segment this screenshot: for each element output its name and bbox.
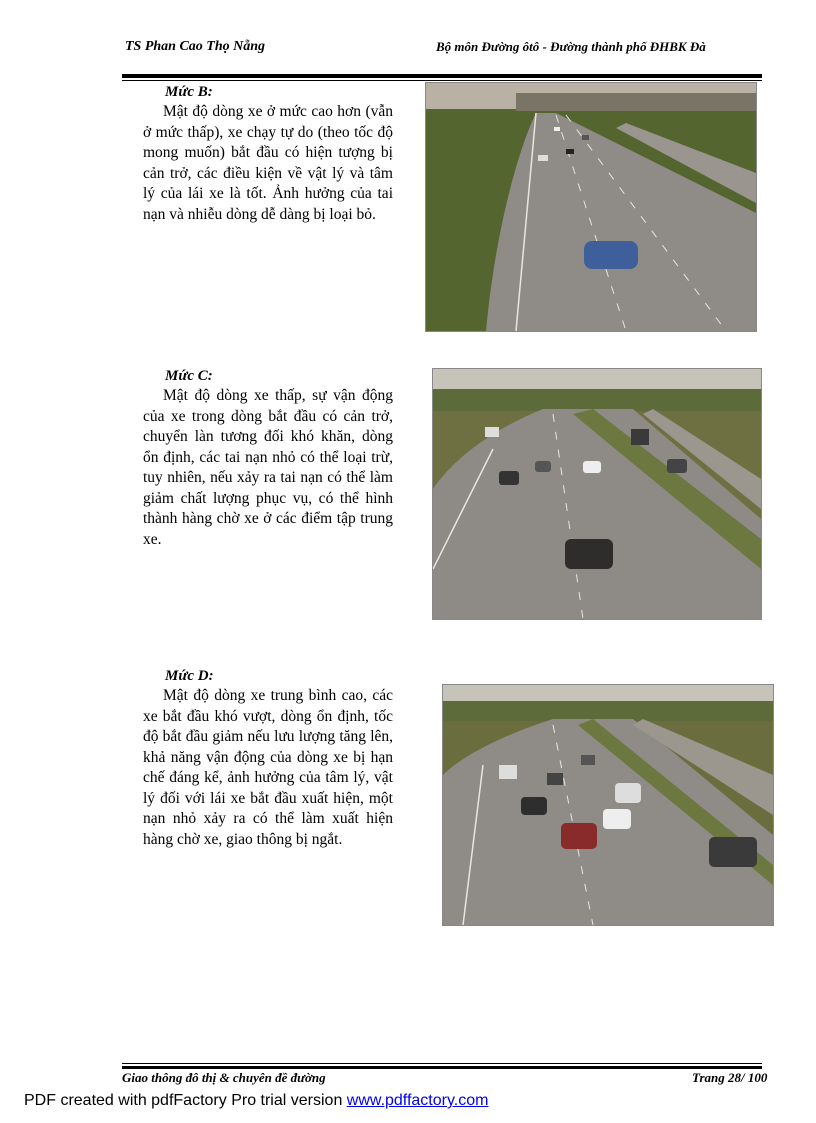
pdffactory-link[interactable]: www.pdffactory.com	[346, 1092, 489, 1109]
footer-rule-thin	[122, 1063, 762, 1064]
section-title: Mức B:	[165, 84, 213, 100]
section-title: Mức C:	[165, 368, 213, 384]
section-body: Mật độ dòng xe ở mức cao hơn (vẫn ở mức thấp), xe chạy tự do (theo tốc độ mong muốn) bắt đầu có hiện tượng bị cản trở, các điều kiện về vật lý và tâm lý của lái xe là tốt. Ảnh hưởng của tai nạn và nhiễu dòng dễ dàng bị loại bỏ.	[143, 103, 393, 223]
section-title: Mức D:	[165, 668, 214, 684]
footer-rule-thick	[122, 1066, 762, 1069]
header-rule-thin	[122, 80, 762, 81]
pdf-note-text: PDF created with pdfFactory Pro trial version	[24, 1092, 347, 1109]
footer-course-title: Giao thông đô thị & chuyên đề đường	[122, 1070, 326, 1085]
highway-photo-level-b	[425, 82, 757, 332]
section-level-d	[143, 666, 393, 850]
highway-photo-level-c	[432, 368, 762, 620]
section-body: Mật độ dòng xe trung bình cao, các xe bắt đầu khó vượt, dòng ổn định, tốc độ bắt đầu giảm nếu lưu lượng tăng lên, khả năng vận động của dòng xe bị hạn chế đáng kể, ảnh hưởng của tâm lý, vật lý đối với lái xe bắt đầu xuất hiện, một nạn nhỏ xảy ra có thể làm xuất hiện hàng chờ xe, giao thông bị ngắt.	[143, 687, 393, 848]
section-level-b	[143, 82, 393, 225]
section-level-c	[143, 366, 393, 550]
highway-photo-level-d	[442, 684, 774, 926]
section-body: Mật độ dòng xe thấp, sự vận động của xe trong dòng bắt đầu có cản trở, chuyển làn tương đối khó khăn, dòng ổn định, các tai nạn nhỏ có thể loại trừ, tuy nhiên, nếu xảy ra tai nạn có thể làm giảm chất lượng phục vụ, có thể hình thành hàng chờ xe ở các điểm tập trung xe.	[143, 387, 393, 548]
footer-page-number: Trang 28/ 100	[692, 1070, 768, 1085]
header-department: Bộ môn Đường ôtô - Đường thành phố ĐHBK Đà	[436, 39, 706, 54]
header-author: TS Phan Cao Thọ Nẵng	[125, 39, 266, 54]
header-rule-thick	[122, 74, 762, 78]
pdf-creator-note	[24, 1092, 488, 1110]
